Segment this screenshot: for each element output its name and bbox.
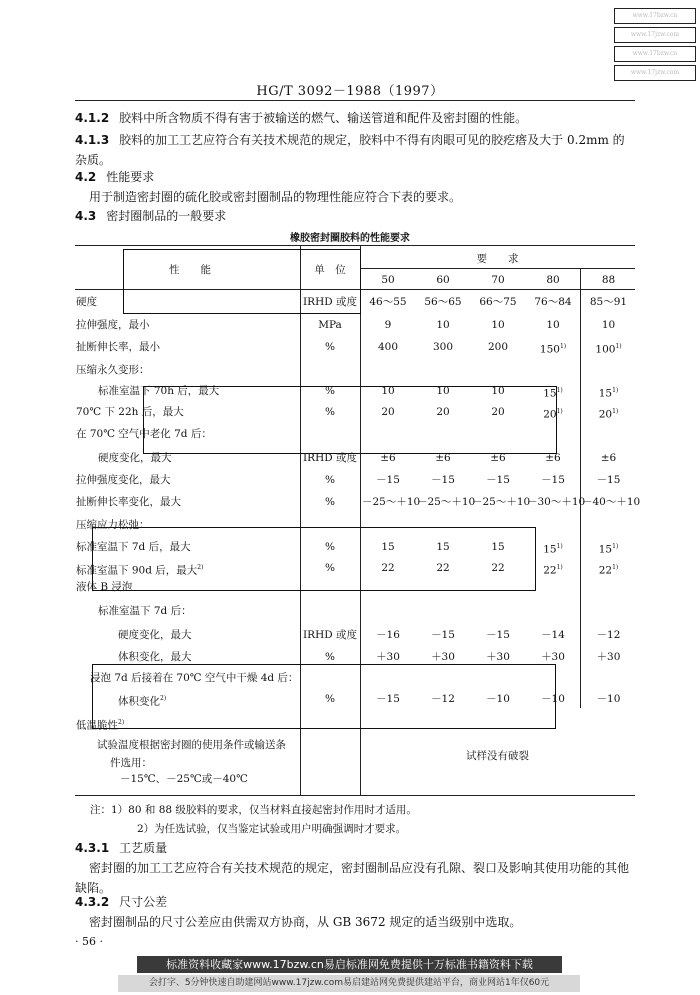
row-label-text: 扯断伸长率变化，最大: [76, 496, 181, 508]
footnote-ref: 1): [615, 343, 622, 350]
value-text: －30～＋10: [527, 496, 586, 508]
header-mid-rule: [360, 268, 635, 269]
row-label: [98, 451, 172, 465]
row-label: [118, 650, 192, 664]
value-text: 46～55: [369, 296, 407, 308]
value-text: 10: [546, 319, 560, 331]
row-value: [472, 561, 524, 575]
clause-number: 4.1.3: [75, 133, 110, 147]
clause-number: 4.2: [75, 170, 97, 184]
row-label: [76, 473, 171, 487]
row-label-text: 液体 B 浸泡: [76, 581, 133, 593]
value-text: 15: [491, 541, 505, 553]
clause-title: 性能要求: [106, 170, 155, 184]
value-text: －16: [376, 629, 400, 641]
clause-number: 4.3.2: [75, 895, 110, 909]
value-text: 150: [539, 343, 560, 356]
value-text: －10: [486, 693, 510, 705]
table-top-rule: [75, 245, 635, 246]
value-text: 66～75: [479, 296, 517, 308]
value-text: 22: [598, 564, 613, 577]
value-text: －25～＋10: [472, 496, 531, 508]
row-label-text: 压缩应力松弛：: [76, 519, 150, 531]
row-unit: %: [325, 474, 335, 486]
watermark-box: www.17bzw.cn: [614, 8, 696, 24]
value-text: 300: [432, 341, 454, 353]
row-value: [527, 451, 579, 465]
footnote-ref: 2): [160, 695, 167, 702]
watermark-box: www.17bzw.cn: [614, 46, 696, 62]
row-label-text: 体积变化: [118, 695, 160, 708]
row-label-text: 扯断伸长率，最小: [76, 341, 160, 353]
row-value: [582, 692, 635, 706]
row-label-text: 硬度变化，最大: [98, 452, 172, 464]
row-value: [527, 495, 586, 509]
row-unit: IRHD 或度: [303, 629, 357, 641]
value-text: 200: [487, 341, 509, 353]
value-text: －15: [541, 474, 565, 486]
row-label: [76, 295, 97, 309]
row-value: [527, 318, 579, 332]
footer-banner[interactable]: 标准资料收藏家www.17bzw.cn易启标准网免费提供十万标准书籍资料下载: [137, 956, 562, 973]
value-text: 10: [601, 319, 616, 331]
row-value: [362, 295, 414, 309]
row-value: [417, 628, 469, 642]
value-text: 10: [381, 385, 395, 397]
row-label: [98, 384, 219, 398]
clause-number: 4.3.1: [75, 841, 110, 855]
row-label: [76, 561, 203, 578]
row-value: [362, 628, 414, 642]
row-value: [582, 295, 635, 309]
row-value: [472, 692, 524, 706]
value-text: 9: [384, 319, 392, 331]
value-text: 15: [436, 541, 450, 553]
lowtemp-condition: 件选用：: [110, 757, 152, 769]
clause-number: 4.3: [75, 209, 97, 223]
value-text: 76～84: [534, 296, 572, 308]
value-text: －15: [486, 629, 510, 641]
clause-4-1-2: [75, 108, 635, 128]
row-value: [582, 540, 635, 557]
row-value: [527, 650, 579, 664]
row-value: [472, 628, 524, 642]
row-label: [76, 340, 160, 354]
footnote-ref: 1): [612, 543, 619, 550]
footnote-ref: 1): [556, 564, 563, 571]
value-text: －14: [541, 629, 565, 641]
grade-header: 88: [601, 274, 616, 286]
footnote-ref: 1): [556, 387, 563, 394]
row-label: [76, 363, 150, 377]
row-label: [76, 427, 212, 441]
footnote-ref: 1): [559, 343, 567, 350]
clause-4-3: [75, 206, 635, 226]
value-text: 100: [595, 343, 616, 356]
clause-title: 尺寸公差: [119, 895, 168, 909]
row-unit: MPa: [318, 319, 342, 331]
row-value: [527, 628, 579, 642]
row-label-text: 硬度: [76, 296, 97, 308]
clause-title: 密封圈制品的一般要求: [106, 209, 227, 223]
row-label: [76, 518, 150, 532]
footnote-ref: 1): [556, 543, 563, 550]
value-text: 22: [436, 562, 450, 574]
row-value: [472, 540, 524, 554]
value-text: 10: [436, 385, 450, 397]
row-unit: %: [325, 406, 335, 418]
row-value: [362, 340, 414, 354]
row-label-text: 标准室温下 70h 后，最大: [98, 385, 220, 397]
row-label: [76, 318, 150, 332]
row-value: [527, 384, 579, 401]
row-value: [417, 473, 469, 487]
row-unit: %: [325, 541, 335, 553]
row-unit: IRHD 或度: [303, 296, 357, 308]
row-label-text: 标准室温下 90d 后，最大: [76, 564, 198, 577]
col-divider: [580, 268, 581, 708]
value-text: －10: [596, 693, 621, 705]
value-text: ±6: [435, 452, 451, 464]
lowtemp-condition: 试验温度根据密封圈的使用条件或输送条: [97, 739, 286, 751]
value-text: 10: [436, 319, 450, 331]
value-text: 400: [377, 341, 399, 353]
row-value: [582, 340, 635, 357]
page-number: · 56 ·: [75, 935, 103, 948]
row-label-text: 硬度变化，最大: [118, 629, 192, 641]
value-text: ＋30: [431, 651, 455, 663]
value-text: 20: [598, 408, 613, 421]
head-property: 性 能: [169, 264, 211, 276]
value-text: －25～＋10: [362, 496, 421, 508]
value-text: 10: [491, 319, 505, 331]
grade-header: 70: [491, 274, 505, 286]
footnote-ref: 2): [197, 564, 204, 571]
row-value: [472, 384, 524, 398]
row-value: [527, 295, 579, 309]
value-text: －12: [596, 629, 621, 641]
value-text: ±6: [380, 452, 396, 464]
value-text: 15: [543, 543, 557, 556]
page-header: HG/T 3092－1988（1997）: [256, 84, 444, 99]
footnote-ref: 2): [118, 719, 125, 726]
value-text: 15: [381, 541, 395, 553]
grade-header: 50: [381, 274, 395, 286]
table-caption: 橡胶密封圈胶料的性能要求: [290, 233, 410, 244]
value-text: 22: [543, 564, 557, 577]
row-label-text: 70℃ 下 22h 后，最大: [76, 406, 184, 418]
head-unit: 单 位: [314, 264, 346, 276]
row-value: [362, 561, 414, 575]
value-text: －15: [376, 474, 400, 486]
row-label-text: 压缩永久变形：: [76, 364, 150, 376]
value-text: －15: [376, 693, 400, 705]
row-value: [472, 650, 524, 664]
watermark-box: www.17jzw.com: [614, 27, 696, 43]
row-value: [417, 318, 469, 332]
row-label: [118, 628, 192, 642]
row-label: [76, 495, 181, 509]
row-label-text: 体积变化，最大: [118, 651, 192, 663]
clause-number: 4.1.2: [75, 111, 110, 125]
head-requirement: 要 求: [476, 253, 519, 265]
value-text: 20: [381, 406, 395, 418]
value-text: －15: [596, 474, 621, 486]
row-value: [472, 340, 524, 354]
row-value: [582, 650, 635, 664]
row-value: [582, 561, 635, 578]
value-text: －15: [431, 474, 455, 486]
value-text: 22: [491, 562, 505, 574]
row-label-text: 在 70℃ 空气中老化 7d 后：: [76, 428, 212, 440]
value-text: －40～＋10: [582, 496, 641, 508]
row-value: [362, 473, 414, 487]
footnote-ref: 1): [556, 408, 563, 415]
value-text: ±6: [490, 452, 506, 464]
row-value: [527, 540, 579, 557]
row-label-text: 标准室温下 7d 后，最大: [76, 541, 191, 553]
value-text: ＋30: [486, 651, 510, 663]
row-label: [76, 540, 191, 554]
value-text: ＋30: [376, 651, 400, 663]
row-value: [472, 495, 531, 509]
value-text: 85～91: [589, 296, 628, 308]
row-value: [417, 561, 469, 575]
row-label: [76, 405, 184, 419]
value-text: ＋30: [596, 651, 621, 663]
row-label: [76, 716, 124, 733]
row-label-text: 拉伸强度变化，最大: [76, 474, 171, 486]
row-value: [362, 692, 414, 706]
row-value: [527, 692, 579, 706]
value-text: 15: [543, 387, 557, 400]
footnote-ref: 1): [612, 564, 619, 571]
row-unit: %: [325, 562, 335, 574]
lowtemp-result: 试样没有破裂: [466, 750, 529, 762]
clause-4-2-body: 用于制造密封圈的硫化胶或密封圈制品的物理性能应符合下表的要求。: [89, 190, 462, 204]
row-value: [417, 451, 469, 465]
lowtemp-temperatures: －15℃、－25℃或－40℃: [120, 773, 248, 785]
row-value: [472, 451, 524, 465]
value-text: 22: [381, 562, 395, 574]
row-value: [582, 318, 635, 332]
row-unit: %: [325, 651, 335, 663]
row-value: [417, 495, 476, 509]
clause-text: 胶料的加工工艺应符合有关技术规范的规定，胶料中不得有肉眼可见的胶疙瘩及大于 0.2mm 的杂质。: [75, 133, 625, 167]
row-value: [417, 340, 469, 354]
row-value: [582, 495, 641, 509]
footer-banner-secondary[interactable]: 会打字、5分钟快速自助建网站www.17jzw.com易启建站网免费提供建站平台，商业网站1年仅60元: [118, 975, 580, 992]
clause-4-3-2-body: 密封圈制品的尺寸公差应由供需双方协商，从 GB 3672 规定的适当级别中选取。: [89, 915, 522, 929]
clause-4-3-1-body: 密封圈的加工工艺应符合有关技术规范的规定，密封圈制品应没有孔隙、裂口及影响其使用功能的其他缺陷。: [75, 861, 630, 895]
value-text: 15: [598, 387, 613, 400]
row-value: [362, 495, 421, 509]
footnote-ref: 1): [612, 387, 619, 394]
value-text: ±6: [600, 452, 617, 464]
value-text: 20: [491, 406, 505, 418]
row-label-text: 拉伸强度，最小: [76, 319, 150, 331]
row-value: [362, 650, 414, 664]
row-value: [417, 405, 469, 419]
row-value: [582, 405, 635, 422]
row-value: [527, 340, 579, 357]
row-label-text: 标准室温下 7d 后：: [98, 605, 192, 617]
row-unit: %: [325, 496, 335, 508]
value-text: ＋30: [541, 651, 565, 663]
value-text: ±6: [545, 452, 561, 464]
footnote-ref: 1): [612, 408, 619, 415]
value-text: 15: [598, 543, 613, 556]
value-text: 20: [543, 408, 557, 421]
value-text: －15: [431, 629, 455, 641]
row-value: [472, 405, 524, 419]
row-value: [472, 473, 524, 487]
row-value: [417, 384, 469, 398]
row-value: [417, 650, 469, 664]
value-text: －12: [431, 693, 455, 705]
row-label-text: 低温脆性: [76, 719, 118, 732]
row-label-text: 浸泡 7d 后接着在 70℃ 空气中干燥 4d 后：: [90, 672, 299, 684]
row-unit: %: [325, 341, 335, 353]
value-text: －15: [486, 474, 510, 486]
grade-header: 80: [546, 274, 560, 286]
row-value: [527, 473, 579, 487]
row-value: [362, 318, 414, 332]
clause-4-3-1: [75, 838, 635, 858]
row-value: [582, 384, 635, 401]
row-value: [362, 540, 414, 554]
row-value: [362, 405, 414, 419]
row-value: [362, 451, 414, 465]
row-value: [417, 540, 469, 554]
annotation-box: [92, 527, 536, 591]
table-note-2: 2）为任选试验，仅当鉴定试验或用户明确强调时才要求。: [137, 823, 407, 835]
table-note-1: 注：1）80 和 88 级胶料的要求，仅当材料直接起密封作用时才适用。: [90, 804, 417, 816]
row-value: [472, 318, 524, 332]
row-label: [98, 604, 192, 618]
clause-4-1-3: [75, 130, 635, 170]
table-bottom-rule: [75, 795, 635, 796]
row-unit: %: [325, 693, 335, 705]
clause-text: 胶料中所含物质不得有害于被输送的燃气、输送管道和配件及密封圈的性能。: [119, 111, 528, 125]
row-value: [582, 451, 635, 465]
row-value: [417, 295, 469, 309]
row-value: [472, 295, 524, 309]
watermark-box: www.17jzw.com: [614, 65, 696, 81]
row-value: [417, 692, 469, 706]
value-text: 10: [491, 385, 505, 397]
value-text: 20: [436, 406, 450, 418]
row-value: [527, 561, 579, 578]
row-value: [527, 405, 579, 422]
row-value: [362, 384, 414, 398]
row-label: [118, 692, 166, 709]
value-text: －25～＋10: [417, 496, 476, 508]
header-rule: [75, 100, 635, 101]
row-unit: %: [325, 385, 335, 397]
row-label: [76, 580, 132, 594]
clause-title: 工艺质量: [119, 841, 168, 855]
row-value: [582, 628, 635, 642]
row-value: [582, 473, 635, 487]
clause-4-3-2: [75, 892, 635, 912]
value-text: 56～65: [424, 296, 462, 308]
clause-4-2: [75, 167, 635, 187]
row-label: [90, 671, 298, 685]
grade-header: 60: [436, 274, 450, 286]
row-unit: IRHD 或度: [303, 452, 357, 464]
value-text: －10: [541, 693, 565, 705]
